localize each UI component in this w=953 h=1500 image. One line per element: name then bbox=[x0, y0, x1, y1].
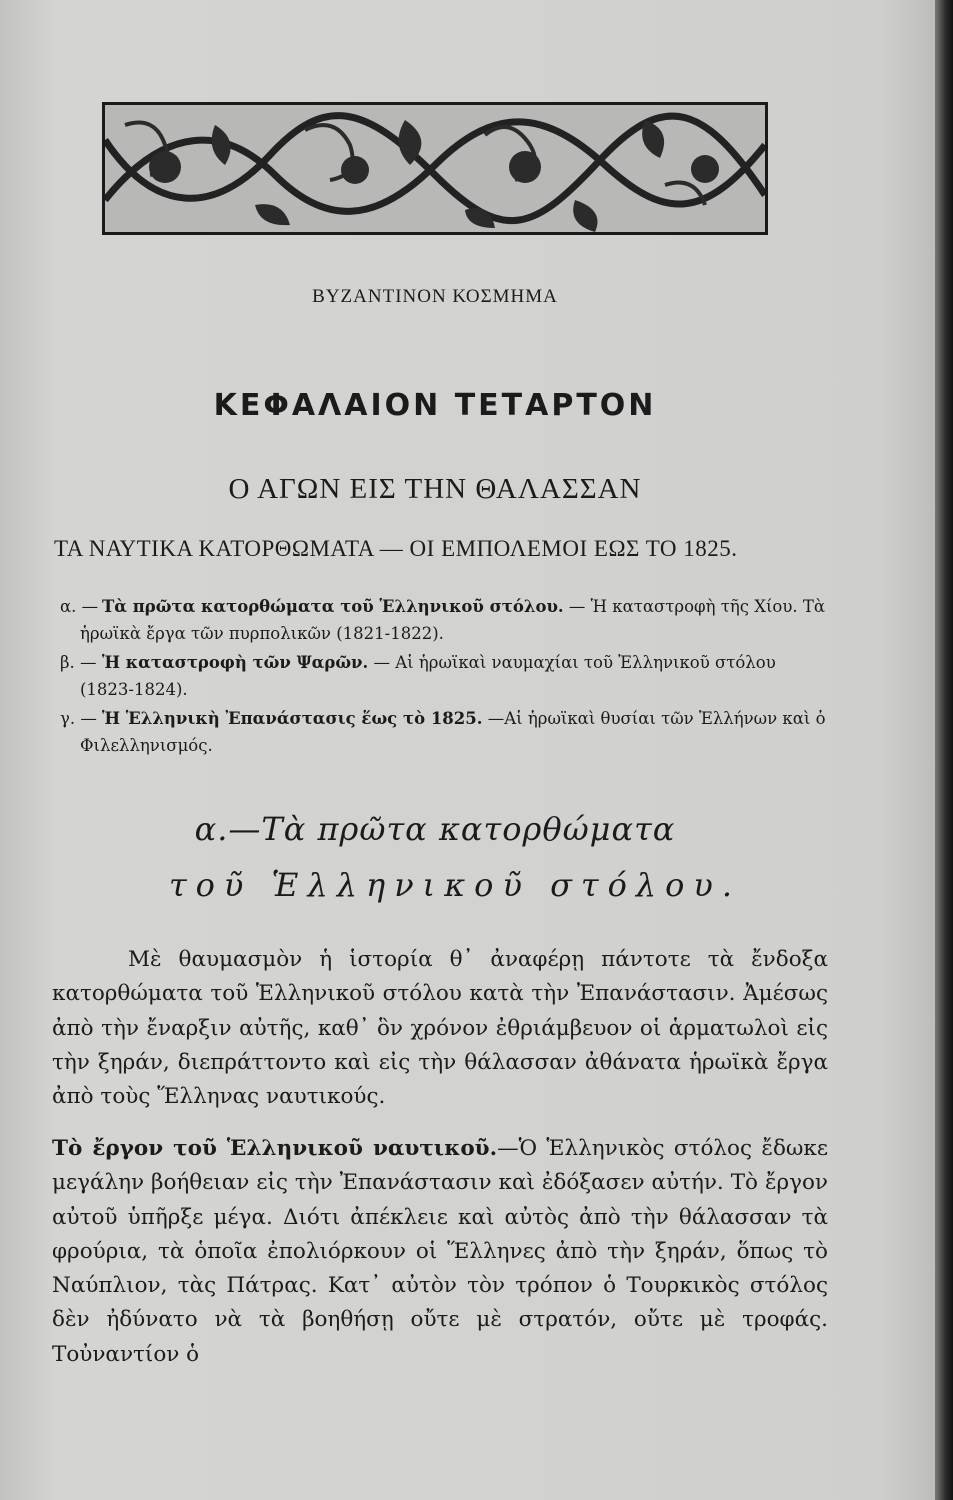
toc-text: — Ἡ καταστροφὴ τῆς Χίου. Τὰ ἡρωϊκὰ ἔργα τῶν πυρπολικῶν (1821-1822). bbox=[80, 597, 826, 643]
paragraph-2 bbox=[52, 1132, 828, 1372]
toc-text: — Αἱ ἡρωϊκαὶ ναυμαχίαι τοῦ Ἑλληνικοῦ στόλου (1823-1824). bbox=[80, 653, 776, 699]
byzantine-ornament-icon bbox=[102, 102, 768, 235]
paragraph-1-text: Μὲ θαυμασμὸν ἡ ἱστορία θ᾽ ἀναφέρῃ πάντοτε τὰ ἔνδοξα κατορθώματα τοῦ Ἑλληνικοῦ στόλου κατὰ τὴν Ἐπανάστασιν. Ἀμέσως ἀπὸ τὴν ἔναρξιν αὐτῆς, καθ᾽ ὃν χρόνον ἐθριάμβευον οἱ ἁρματωλοὶ εἰς τὴν ξηράν, διεπράττοντο καὶ εἰς τὴν θάλασσαν ἀθάνατα ἡρωϊκὰ ἔργα ἀπὸ τοὺς Ἕλληνας ναυτικούς. bbox=[52, 947, 828, 1110]
ornament-caption: ΒΥΖΑΝΤΙΝΟΝ ΚΟΣΜΗΜΑ bbox=[312, 286, 558, 307]
toc-marker: γ. — bbox=[60, 709, 97, 728]
section-title-line1: α.—Τὰ πρῶτα κατορθώματα bbox=[194, 810, 676, 848]
book-binding-edge bbox=[935, 0, 953, 1500]
toc-text: —Αἱ ἡρωϊκαὶ θυσίαι τῶν Ἑλλήνων καὶ ὁ Φιλελληνισμός. bbox=[80, 709, 826, 755]
chapter-contents-line: ΤΑ ΝΑΥΤΙΚΑ ΚΑΤΟΡΘΩΜΑΤΑ — ΟΙ ΕΜΠΟΛΕΜΟΙ ΕΩΣ ΤΟ 1825. bbox=[54, 536, 738, 561]
section-title-line2: τοῦ Ἑλληνικοῦ στόλου. bbox=[168, 866, 742, 904]
toc-lead: Τὰ πρῶτα κατορθώματα τοῦ Ἑλληνικοῦ στόλου. bbox=[102, 597, 564, 616]
toc-lead: Ἡ καταστροφὴ τῶν Ψαρῶν. bbox=[102, 653, 369, 672]
chapter-subtitle: Ο ΑΓΩΝ ΕΙΣ ΤΗΝ ΘΑΛΑΣΣΑΝ bbox=[228, 473, 642, 505]
toc-item bbox=[60, 593, 830, 647]
toc-item bbox=[60, 705, 830, 759]
table-of-contents bbox=[60, 593, 830, 761]
toc-marker: β. — bbox=[60, 653, 97, 672]
paragraph-2-text: —Ὁ Ἑλληνικὸς στόλος ἔδωκε μεγάλην βοήθειαν εἰς τὴν Ἐπανάστασιν καὶ ἐδόξασεν αὐτήν. Τὸ ἔργον αὐτοῦ ὑπῆρξε μέγα. Διότι ἀπέκλειε καὶ αὐτὸς ἀπὸ τὴν θάλασσαν τὰ φρούρια, τὰ ὁποῖα ἐπολιόρκουν οἱ Ἕλληνες ἀπὸ τὴν ξηράν, ὅπως τὸ Ναύπλιον, τὰς Πάτρας. Κατ᾽ αὐτὸν τὸν τρόπον ὁ Τουρκικὸς στόλος δὲν ἠδύνατο νὰ τὰ βοηθήσῃ οὔτε μὲ στρατόν, οὔτε μὲ τροφάς. Τοὐναντίον ὁ bbox=[52, 1136, 828, 1367]
toc-item bbox=[60, 649, 830, 703]
paragraph-2-heading: Τὸ ἔργον τοῦ Ἑλληνικοῦ ναυτικοῦ. bbox=[52, 1136, 498, 1161]
chapter-title: ΚΕΦΑΛΑΙΟΝ ΤΕΤΑΡΤΟΝ bbox=[213, 388, 657, 423]
toc-lead: Ἡ Ἑλληνικὴ Ἐπανάστασις ἕως τὸ 1825. bbox=[102, 709, 483, 728]
toc-marker: α. — bbox=[60, 597, 99, 616]
paragraph-1 bbox=[52, 943, 828, 1114]
